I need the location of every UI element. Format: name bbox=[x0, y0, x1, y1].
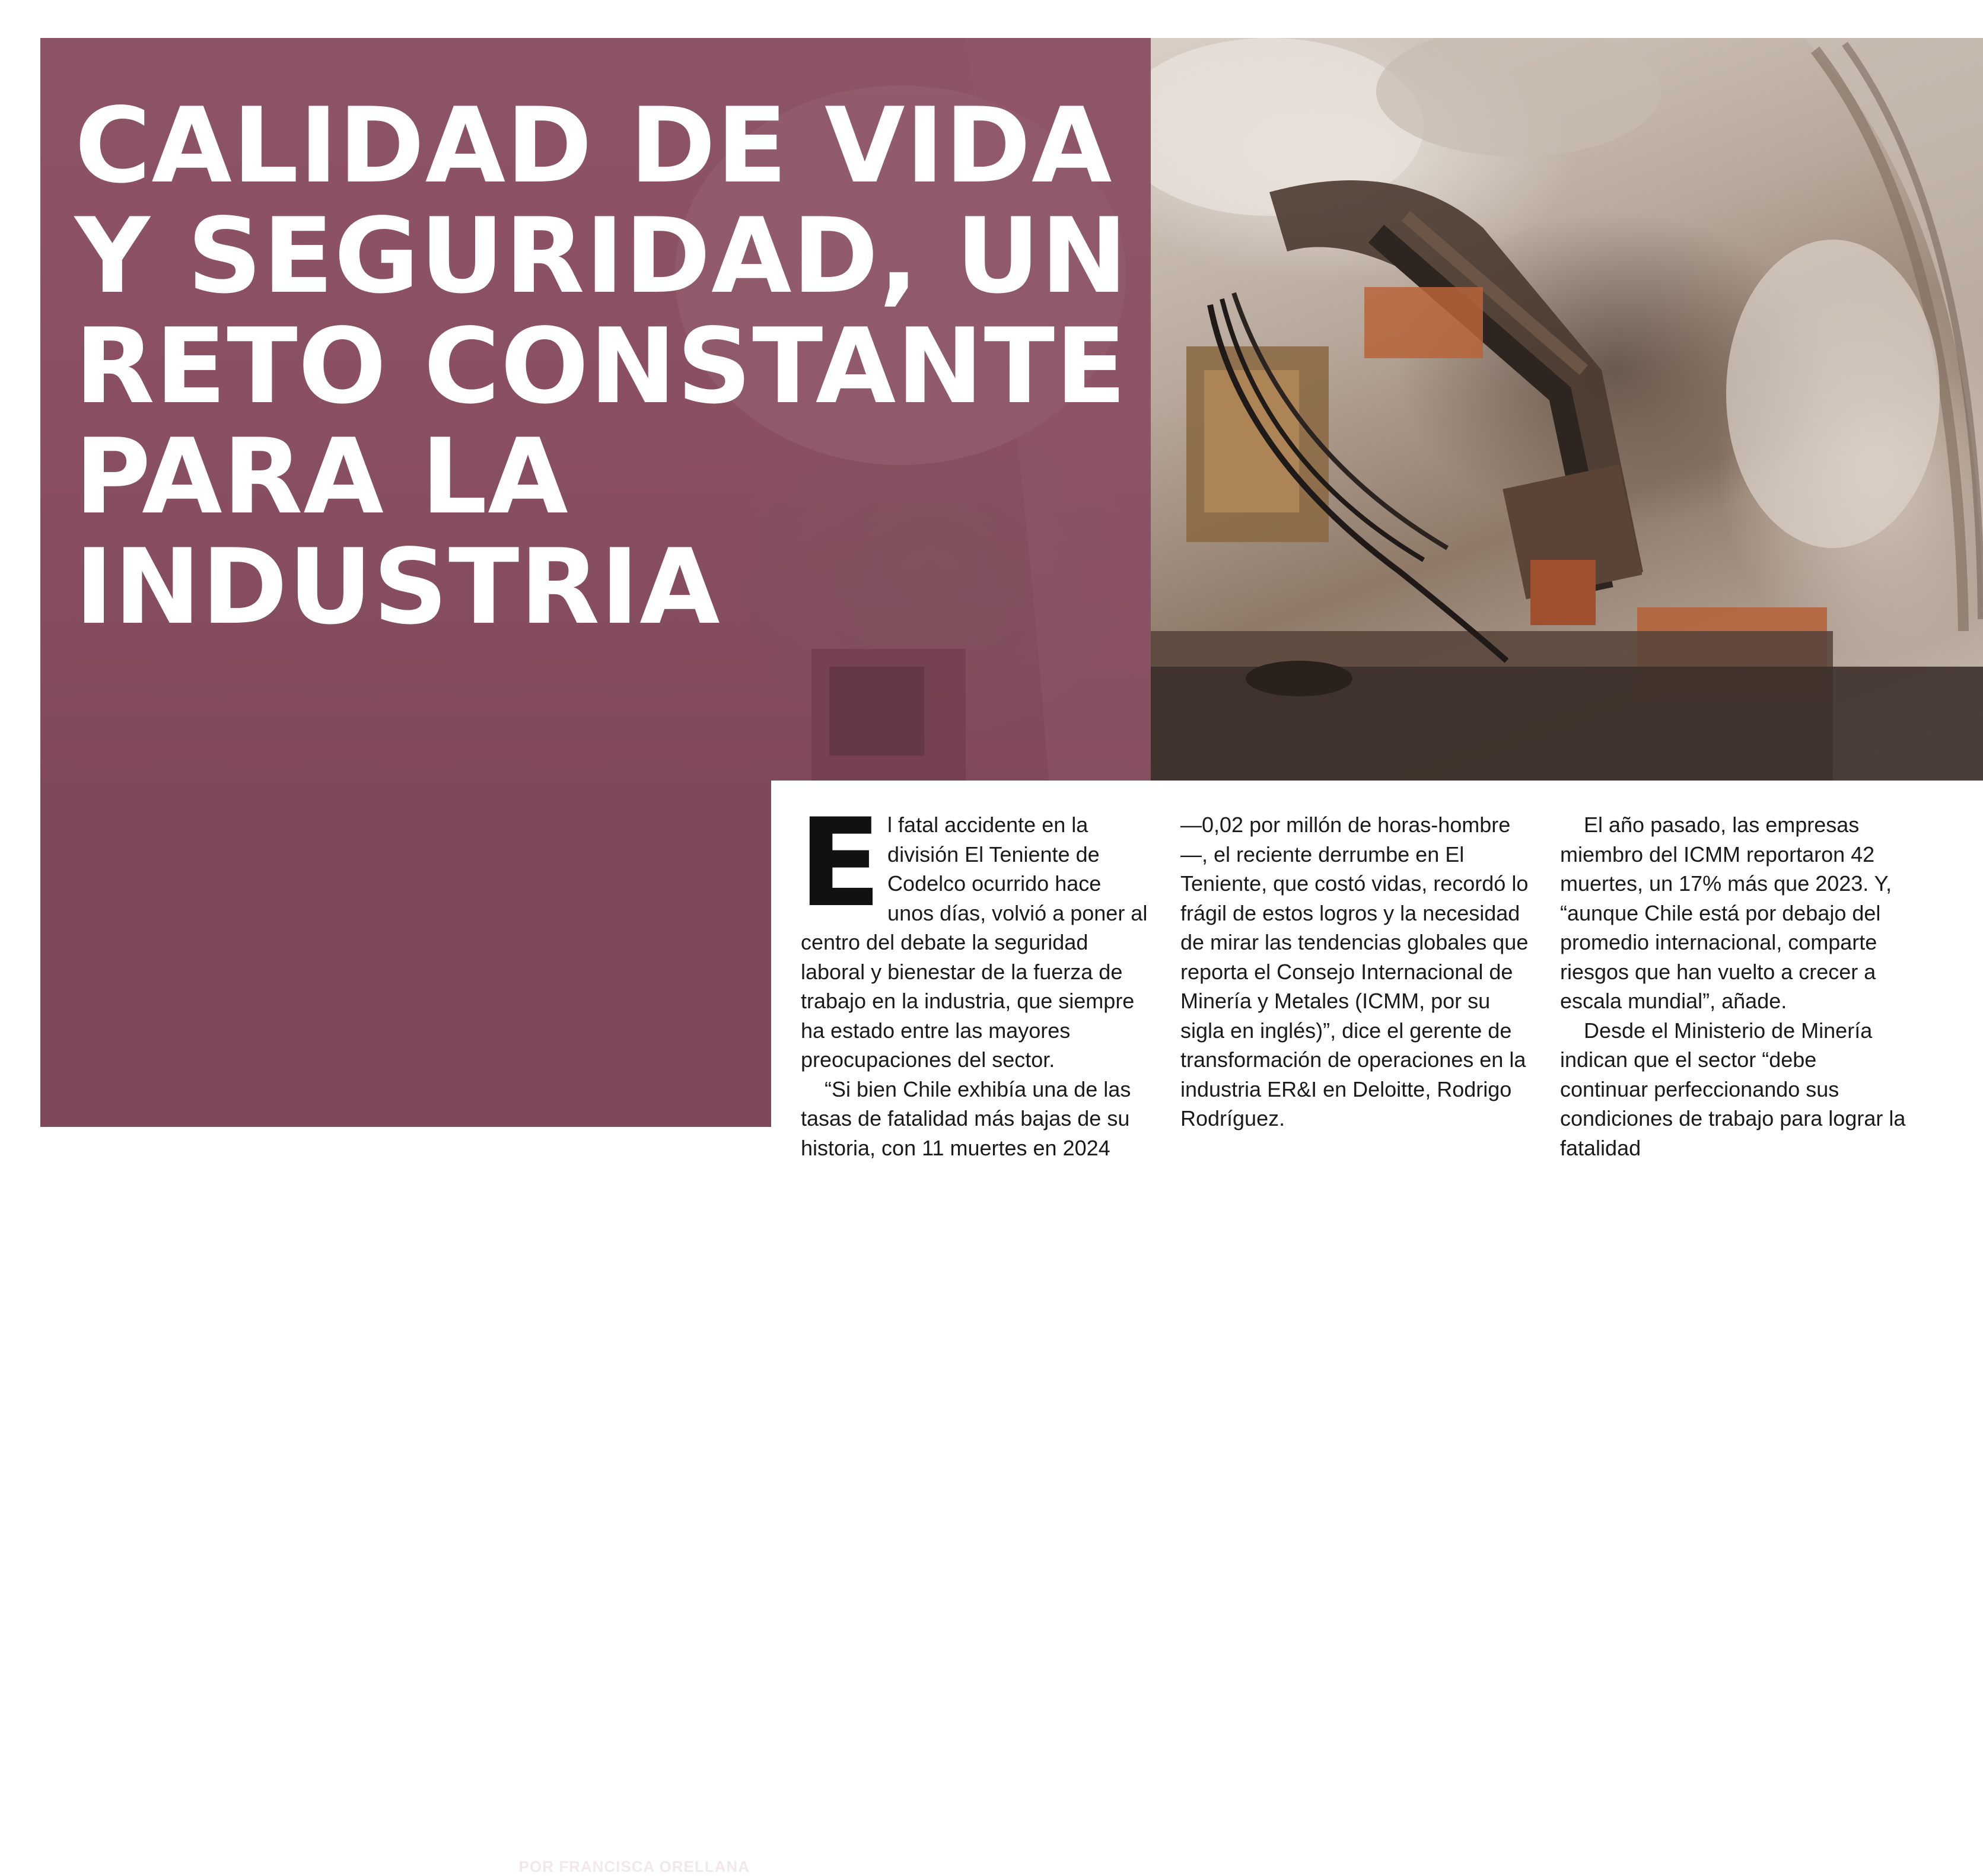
paragraph: Desde el Ministerio de Minería indican que el sector “debe continuar perfeccionando sus condiciones de trabajo para lograr la fatalidad bbox=[1560, 1018, 1906, 1160]
paragraph: El año pasado, las empresas miembro del ICMM reportaron 42 muertes, un 17% más que 2023. Y, “aunque Chile está por debajo del promedio internacional, comparte riesgos que han vuelto a crecer a escala mundial”, añade. bbox=[1560, 813, 1892, 1013]
mining-photo bbox=[1151, 38, 1983, 781]
body-column-1 bbox=[798, 793, 1151, 1162]
paragraph: “Si bien Chile exhibía una de las tasas de fatalidad más bajas de su historia, con 11 muertes en 2024 bbox=[801, 1076, 1131, 1160]
headline-line: RETO CONSTANTE bbox=[75, 307, 1127, 427]
deck-summary: Humanizar la cultura de seguridad y hacer parte a toda la cadena minera es parte del trabajo que la industria está desarrollando a través de protocolos y tecnología. Identificar los riesgos y prevenirlos, contraviniendo la naturaleza impredecible de las faenas, es el objetivo. bbox=[124, 1564, 788, 1772]
headline-line: PARA LA bbox=[75, 417, 569, 537]
headline-line: INDUSTRIA bbox=[75, 527, 721, 648]
headline bbox=[75, 86, 1142, 648]
headline-line: Y SEGURIDAD, UN bbox=[75, 196, 1128, 317]
deck-panel bbox=[40, 781, 788, 1875]
article-body bbox=[771, 781, 1983, 1190]
body-column-3 bbox=[1560, 810, 1910, 1162]
paragraph: —0,02 por millón de horas-hombre—, el reciente derrumbe en El Teniente, que costó vidas, recordó lo frágil de estos logros y la necesidad de mirar las tendencias globales que reporta el Consejo Internacional de Minería y Metales (ICMM, por su sigla en inglés)”, dice el gerente de transformación de operaciones en la industria ER&I en Deloitte, Rodrigo Rodríguez. bbox=[1180, 813, 1529, 1130]
drill-machinery-illustration bbox=[1151, 38, 1983, 781]
headline-line: CALIDAD DE VIDA bbox=[75, 86, 1113, 206]
drop-cap: E bbox=[798, 793, 882, 934]
paragraph: l fatal accidente en la división El Teniente de Codelco ocurrido hace unos días, volvió a poner al centro del debate la seguridad laboral y bienestar de la fuerza de trabajo en la industria, que siempre ha estado entre las mayores preocupaciones del sector. bbox=[801, 813, 1148, 1072]
byline: POR FRANCISCA ORELLANA bbox=[518, 1858, 750, 1875]
body-column-2 bbox=[1180, 810, 1530, 1133]
headline-panel bbox=[40, 38, 1151, 781]
